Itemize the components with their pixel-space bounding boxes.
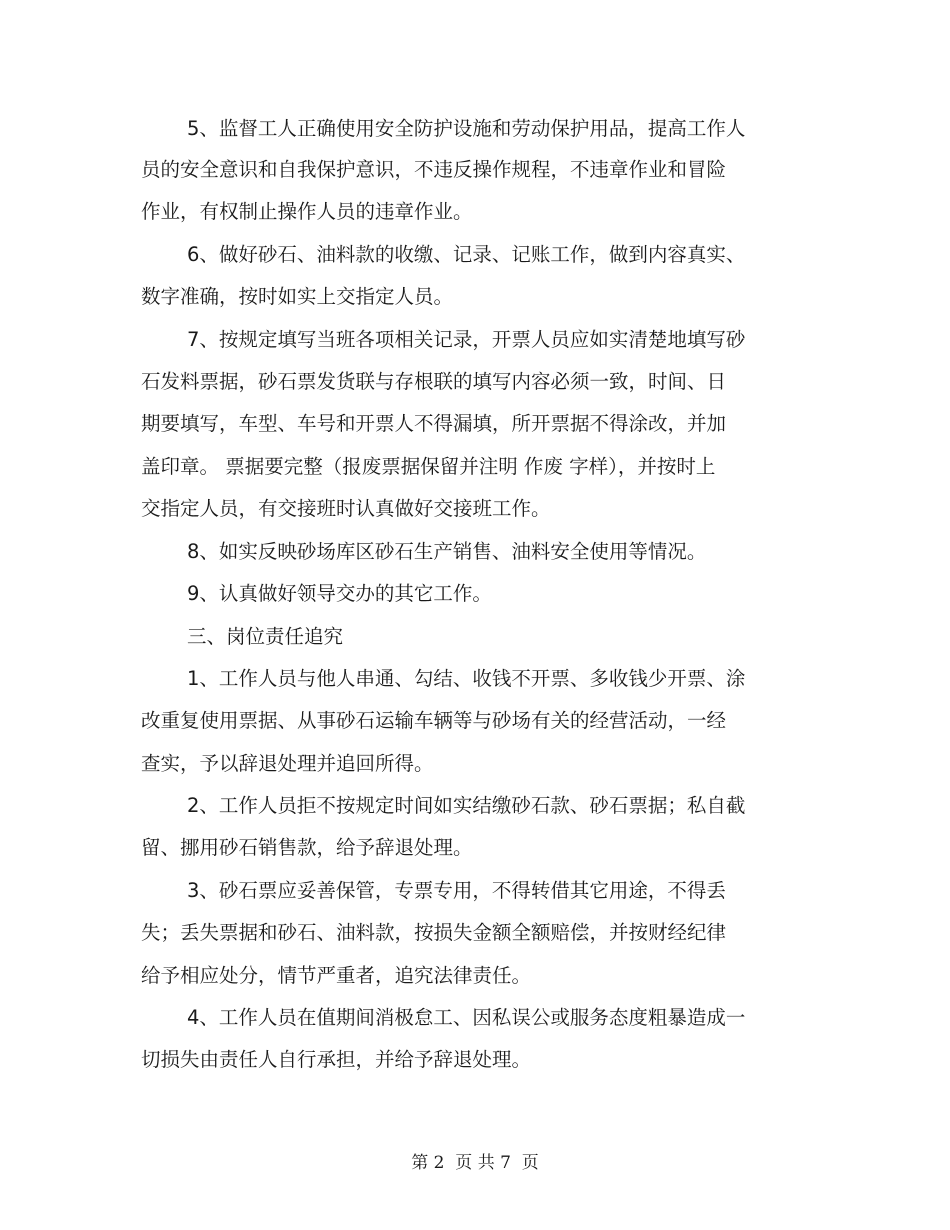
item-4-line-1: 4、工作人员在值期间消极怠工、因私误公或服务态度粗暴造成一 [187,1006,746,1029]
item-1-line-3: 查实，予以辞退处理并追回所得。 [141,752,434,775]
item-4-line-2: 切损失由责任人自行承担，并给予辞退处理。 [141,1048,532,1071]
item-3-line-2: 失；丢失票据和砂石、油料款，按损失金额全额赔偿，并按财经纪律 [141,921,727,944]
paragraph-7-line-1: 7、按规定填写当班各项相关记录，开票人员应如实清楚地填写砂 [187,328,746,351]
paragraph-6-line-1: 6、做好砂石、油料款的收缴、记录、记账工作，做到内容真实、 [187,243,746,266]
paragraph-9: 9、认真做好领导交办的其它工作。 [187,582,492,605]
item-1-line-1: 1、工作人员与他人串通、勾结、收钱不开票、多收钱少开票、涂 [187,667,746,690]
paragraph-7-line-3: 期要填写，车型、车号和开票人不得漏填，所开票据不得涂改，并加 [141,412,727,435]
paragraph-8: 8、如实反映砂场库区砂石生产销售、油料安全使用等情况。 [187,540,707,563]
paragraph-5-line-3: 作业，有权制止操作人员的违章作业。 [141,200,473,223]
paragraph-6-line-2: 数字准确，按时如实上交指定人员。 [141,285,454,308]
item-2-line-2: 留、挪用砂石销售款，给予辞退处理。 [141,836,473,859]
item-2-line-1: 2、工作人员拒不按规定时间如实结缴砂石款、砂石票据；私自截 [187,794,746,817]
paragraph-7-line-2: 石发料票据，砂石票发货联与存根联的填写内容必须一致，时间、日 [141,370,727,393]
paragraph-7-line-5: 交指定人员，有交接班时认真做好交接班工作。 [141,497,551,520]
paragraph-5-line-2: 员的安全意识和自我保护意识，不违反操作规程，不违章作业和冒险 [141,158,727,181]
paragraph-7-line-4: 盖印章。 票据要完整（报废票据保留并注明 作废 字样），并按时上 [141,455,716,478]
page-number-footer: 第 2 页 共 7 页 [411,1153,539,1173]
paragraph-5-line-1: 5、监督工人正确使用安全防护设施和劳动保护用品，提高工作人 [187,117,746,140]
item-3-line-1: 3、砂石票应妥善保管，专票专用，不得转借其它用途，不得丢 [187,879,726,902]
item-1-line-2: 改重复使用票据、从事砂石运输车辆等与砂场有关的经营活动，一经 [141,709,727,732]
section-heading-3: 三、岗位责任追究 [187,625,344,648]
item-3-line-3: 给予相应处分，情节严重者，追究法律责任。 [141,964,532,987]
